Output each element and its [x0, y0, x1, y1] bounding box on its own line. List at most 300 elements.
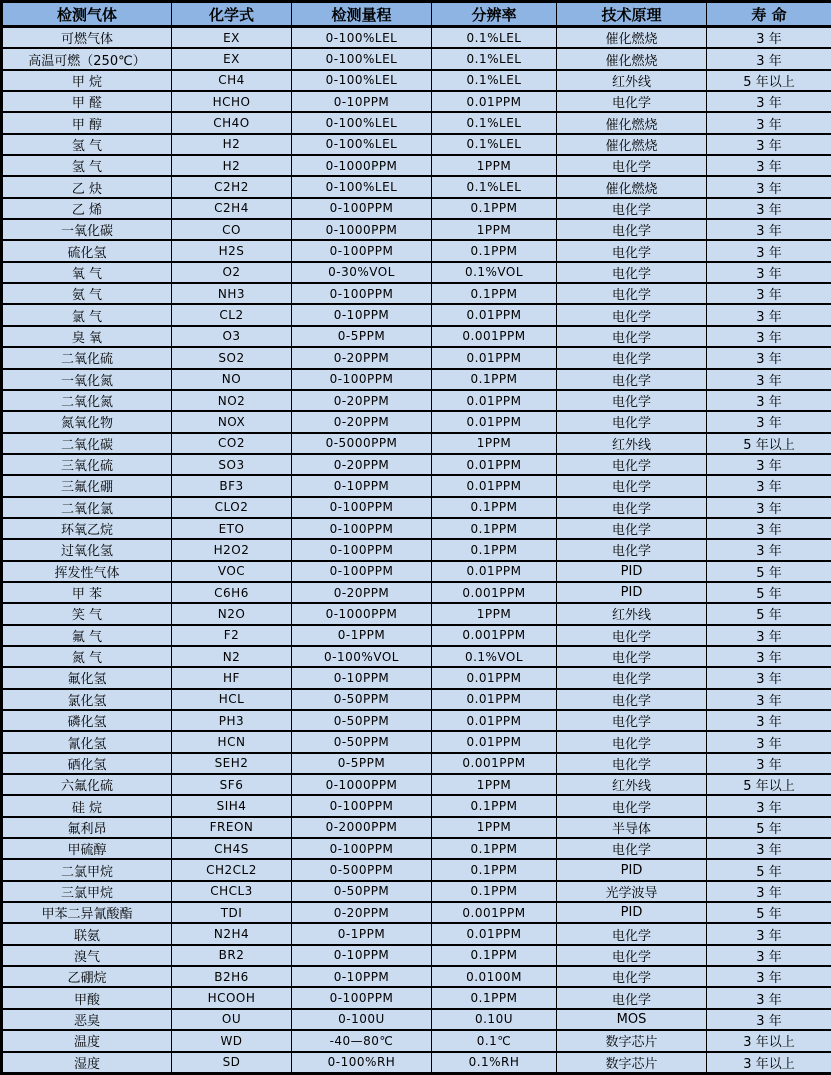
table-row — [2, 902, 831, 923]
lifespan-cell: 3 年 — [707, 454, 831, 475]
formula-cell: N2H4 — [172, 923, 292, 944]
range-cell: 0-10PPM — [292, 475, 432, 496]
range-cell: 0-100PPM — [292, 795, 432, 816]
header-lifespan: 寿 命 — [707, 2, 831, 27]
gas-name-cell: 氟利昂 — [2, 817, 172, 838]
lifespan-cell: 3 年 — [707, 326, 831, 347]
lifespan-cell: 3 年 — [707, 48, 831, 69]
principle-cell: PID — [557, 582, 707, 603]
resolution-cell: 0.01PPM — [432, 689, 557, 710]
table-row — [2, 70, 831, 91]
range-cell: 0-5PPM — [292, 326, 432, 347]
resolution-cell: 0.1PPM — [432, 283, 557, 304]
gas-name-cell: 三氟化硼 — [2, 475, 172, 496]
principle-cell: 电化学 — [557, 497, 707, 518]
lifespan-cell: 3 年 — [707, 475, 831, 496]
resolution-cell: 0.10U — [432, 1009, 557, 1030]
formula-cell: N2O — [172, 603, 292, 624]
gas-name-cell: 湿度 — [2, 1052, 172, 1074]
gas-name-cell: 二氧化硫 — [2, 347, 172, 368]
range-cell: 0-1000PPM — [292, 219, 432, 240]
lifespan-cell: 3 年 — [707, 625, 831, 646]
principle-cell: 电化学 — [557, 966, 707, 987]
formula-cell: NH3 — [172, 283, 292, 304]
table-row — [2, 518, 831, 539]
table-row — [2, 304, 831, 325]
lifespan-cell: 3 年 — [707, 667, 831, 688]
range-cell: 0-100PPM — [292, 283, 432, 304]
range-cell: 0-100U — [292, 1009, 432, 1030]
range-cell: 0-100PPM — [292, 539, 432, 560]
table-row — [2, 283, 831, 304]
header-detection-range: 检测量程 — [292, 2, 432, 27]
principle-cell: 电化学 — [557, 731, 707, 752]
resolution-cell: 0.01PPM — [432, 454, 557, 475]
resolution-cell: 0.001PPM — [432, 902, 557, 923]
range-cell: 0-2000PPM — [292, 817, 432, 838]
principle-cell: 半导体 — [557, 817, 707, 838]
resolution-cell: 0.1%LEL — [432, 27, 557, 49]
table-row — [2, 987, 831, 1008]
gas-name-cell: 硒化氢 — [2, 753, 172, 774]
formula-cell: CH2CL2 — [172, 859, 292, 880]
range-cell: 0-100%LEL — [292, 134, 432, 155]
range-cell: 0-50PPM — [292, 689, 432, 710]
principle-cell: 催化燃烧 — [557, 27, 707, 49]
formula-cell: BR2 — [172, 945, 292, 966]
lifespan-cell: 3 年 — [707, 945, 831, 966]
principle-cell: 电化学 — [557, 390, 707, 411]
formula-cell: WD — [172, 1030, 292, 1051]
formula-cell: SF6 — [172, 774, 292, 795]
principle-cell: 电化学 — [557, 369, 707, 390]
principle-cell: 红外线 — [557, 433, 707, 454]
range-cell: 0-20PPM — [292, 411, 432, 432]
header-resolution: 分辨率 — [432, 2, 557, 27]
principle-cell: PID — [557, 859, 707, 880]
gas-name-cell: 乙 烯 — [2, 198, 172, 219]
resolution-cell: 0.1PPM — [432, 795, 557, 816]
range-cell: 0-100%LEL — [292, 112, 432, 133]
principle-cell: 电化学 — [557, 91, 707, 112]
gas-name-cell: 笑 气 — [2, 603, 172, 624]
lifespan-cell: 3 年 — [707, 646, 831, 667]
range-cell: 0-30%VOL — [292, 262, 432, 283]
resolution-cell: 0.1PPM — [432, 838, 557, 859]
resolution-cell: 0.01PPM — [432, 923, 557, 944]
formula-cell: HCHO — [172, 91, 292, 112]
range-cell: 0-100%LEL — [292, 176, 432, 197]
formula-cell: TDI — [172, 902, 292, 923]
formula-cell: OU — [172, 1009, 292, 1030]
gas-name-cell: 温度 — [2, 1030, 172, 1051]
resolution-cell: 0.1PPM — [432, 945, 557, 966]
table-row — [2, 369, 831, 390]
range-cell: 0-10PPM — [292, 91, 432, 112]
table-row — [2, 859, 831, 880]
resolution-cell: 0.1PPM — [432, 881, 557, 902]
principle-cell: 电化学 — [557, 710, 707, 731]
range-cell: 0-20PPM — [292, 390, 432, 411]
lifespan-cell: 3 年 — [707, 1009, 831, 1030]
formula-cell: O3 — [172, 326, 292, 347]
table-row — [2, 603, 831, 624]
principle-cell: 电化学 — [557, 753, 707, 774]
lifespan-cell: 3 年 — [707, 710, 831, 731]
table-row — [2, 240, 831, 261]
formula-cell: HCL — [172, 689, 292, 710]
range-cell: 0-20PPM — [292, 347, 432, 368]
table-row — [2, 667, 831, 688]
lifespan-cell: 3 年 — [707, 966, 831, 987]
resolution-cell: 0.1℃ — [432, 1030, 557, 1051]
range-cell: 0-100PPM — [292, 561, 432, 582]
table-row — [2, 198, 831, 219]
gas-name-cell: 硅 烷 — [2, 795, 172, 816]
range-cell: 0-100PPM — [292, 838, 432, 859]
formula-cell: SIH4 — [172, 795, 292, 816]
range-cell: 0-10PPM — [292, 945, 432, 966]
lifespan-cell: 5 年 — [707, 817, 831, 838]
gas-name-cell: 氨 气 — [2, 283, 172, 304]
table-row — [2, 262, 831, 283]
lifespan-cell: 3 年 — [707, 838, 831, 859]
gas-name-cell: 高温可燃（250℃） — [2, 48, 172, 69]
lifespan-cell: 5 年 — [707, 902, 831, 923]
formula-cell: NO2 — [172, 390, 292, 411]
range-cell: 0-1000PPM — [292, 603, 432, 624]
table-row — [2, 112, 831, 133]
range-cell: 0-1000PPM — [292, 774, 432, 795]
table-row — [2, 625, 831, 646]
lifespan-cell: 3 年 — [707, 753, 831, 774]
table-row — [2, 561, 831, 582]
table-row — [2, 454, 831, 475]
range-cell: 0-10PPM — [292, 304, 432, 325]
table-row — [2, 753, 831, 774]
lifespan-cell: 3 年 — [707, 27, 831, 49]
table-row — [2, 347, 831, 368]
range-cell: 0-100%LEL — [292, 70, 432, 91]
lifespan-cell: 3 年 — [707, 923, 831, 944]
lifespan-cell: 5 年以上 — [707, 433, 831, 454]
table-row — [2, 48, 831, 69]
range-cell: 0-1PPM — [292, 625, 432, 646]
principle-cell: 电化学 — [557, 155, 707, 176]
lifespan-cell: 3 年以上 — [707, 1052, 831, 1074]
formula-cell: O2 — [172, 262, 292, 283]
resolution-cell: 0.001PPM — [432, 582, 557, 603]
gas-name-cell: 甲 烷 — [2, 70, 172, 91]
formula-cell: N2 — [172, 646, 292, 667]
resolution-cell: 1PPM — [432, 219, 557, 240]
principle-cell: 电化学 — [557, 945, 707, 966]
principle-cell: 电化学 — [557, 326, 707, 347]
principle-cell: 电化学 — [557, 646, 707, 667]
formula-cell: NOX — [172, 411, 292, 432]
resolution-cell: 0.1%VOL — [432, 262, 557, 283]
principle-cell: 电化学 — [557, 304, 707, 325]
resolution-cell: 0.001PPM — [432, 326, 557, 347]
resolution-cell: 0.1%LEL — [432, 112, 557, 133]
formula-cell: H2O2 — [172, 539, 292, 560]
formula-cell: SEH2 — [172, 753, 292, 774]
resolution-cell: 0.01PPM — [432, 304, 557, 325]
table-row — [2, 326, 831, 347]
range-cell: 0-10PPM — [292, 667, 432, 688]
formula-cell: C2H2 — [172, 176, 292, 197]
formula-cell: CH4O — [172, 112, 292, 133]
table-row — [2, 710, 831, 731]
lifespan-cell: 5 年 — [707, 561, 831, 582]
resolution-cell: 1PPM — [432, 433, 557, 454]
lifespan-cell: 3 年 — [707, 689, 831, 710]
lifespan-cell: 3 年 — [707, 497, 831, 518]
range-cell: 0-1000PPM — [292, 155, 432, 176]
range-cell: 0-100PPM — [292, 518, 432, 539]
formula-cell: C6H6 — [172, 582, 292, 603]
resolution-cell: 0.1PPM — [432, 369, 557, 390]
gas-name-cell: 可燃气体 — [2, 27, 172, 49]
table-row — [2, 1009, 831, 1030]
header-gas-name: 检测气体 — [2, 2, 172, 27]
gas-name-cell: 臭 氧 — [2, 326, 172, 347]
lifespan-cell: 3 年 — [707, 987, 831, 1008]
gas-name-cell: 氯 气 — [2, 304, 172, 325]
gas-name-cell: 氮 气 — [2, 646, 172, 667]
formula-cell: CH4S — [172, 838, 292, 859]
formula-cell: CO — [172, 219, 292, 240]
principle-cell: 红外线 — [557, 774, 707, 795]
table-header — [2, 2, 831, 27]
table-body — [2, 27, 831, 1074]
table-row — [2, 966, 831, 987]
table-row — [2, 27, 831, 49]
principle-cell: 电化学 — [557, 411, 707, 432]
range-cell: 0-10PPM — [292, 966, 432, 987]
lifespan-cell: 3 年 — [707, 91, 831, 112]
principle-cell: 电化学 — [557, 625, 707, 646]
range-cell: 0-100PPM — [292, 369, 432, 390]
formula-cell: BF3 — [172, 475, 292, 496]
resolution-cell: 0.1%RH — [432, 1052, 557, 1074]
table-row — [2, 1052, 831, 1074]
resolution-cell: 0.1%LEL — [432, 176, 557, 197]
gas-name-cell: 氢 气 — [2, 134, 172, 155]
table-row — [2, 433, 831, 454]
lifespan-cell: 5 年 — [707, 582, 831, 603]
gas-name-cell: 硫化氢 — [2, 240, 172, 261]
principle-cell: 电化学 — [557, 795, 707, 816]
table-row — [2, 475, 831, 496]
table-row — [2, 539, 831, 560]
lifespan-cell: 3 年 — [707, 539, 831, 560]
formula-cell: H2S — [172, 240, 292, 261]
gas-name-cell: 甲 醇 — [2, 112, 172, 133]
table-row — [2, 817, 831, 838]
resolution-cell: 0.001PPM — [432, 753, 557, 774]
gas-name-cell: 溴气 — [2, 945, 172, 966]
lifespan-cell: 3 年以上 — [707, 1030, 831, 1051]
principle-cell: MOS — [557, 1009, 707, 1030]
formula-cell: H2 — [172, 155, 292, 176]
principle-cell: 催化燃烧 — [557, 112, 707, 133]
gas-name-cell: 甲 醛 — [2, 91, 172, 112]
table-row — [2, 582, 831, 603]
table-row — [2, 689, 831, 710]
gas-name-cell: 环氧乙烷 — [2, 518, 172, 539]
gas-name-cell: 氧 气 — [2, 262, 172, 283]
table-row — [2, 390, 831, 411]
formula-cell: HCOOH — [172, 987, 292, 1008]
formula-cell: NO — [172, 369, 292, 390]
gas-name-cell: 甲硫醇 — [2, 838, 172, 859]
gas-name-cell: 氯化氢 — [2, 689, 172, 710]
formula-cell: FREON — [172, 817, 292, 838]
table-row — [2, 134, 831, 155]
table-row — [2, 795, 831, 816]
formula-cell: SO2 — [172, 347, 292, 368]
table-row — [2, 411, 831, 432]
principle-cell: 红外线 — [557, 70, 707, 91]
formula-cell: SO3 — [172, 454, 292, 475]
formula-cell: ETO — [172, 518, 292, 539]
lifespan-cell: 3 年 — [707, 731, 831, 752]
range-cell: 0-5PPM — [292, 753, 432, 774]
range-cell: 0-100%VOL — [292, 646, 432, 667]
table-row — [2, 155, 831, 176]
lifespan-cell: 5 年以上 — [707, 774, 831, 795]
lifespan-cell: 5 年 — [707, 859, 831, 880]
table-row — [2, 1030, 831, 1051]
lifespan-cell: 3 年 — [707, 155, 831, 176]
resolution-cell: 0.01PPM — [432, 475, 557, 496]
formula-cell: HCN — [172, 731, 292, 752]
principle-cell: 电化学 — [557, 689, 707, 710]
gas-name-cell: 二氧化碳 — [2, 433, 172, 454]
table-row — [2, 838, 831, 859]
range-cell: 0-5000PPM — [292, 433, 432, 454]
resolution-cell: 0.1%LEL — [432, 48, 557, 69]
range-cell: 0-500PPM — [292, 859, 432, 880]
resolution-cell: 0.01PPM — [432, 667, 557, 688]
formula-cell: SD — [172, 1052, 292, 1074]
lifespan-cell: 3 年 — [707, 198, 831, 219]
gas-name-cell: 甲苯二异氰酸酯 — [2, 902, 172, 923]
range-cell: -40—80℃ — [292, 1030, 432, 1051]
gas-name-cell: 乙 炔 — [2, 176, 172, 197]
formula-cell: HF — [172, 667, 292, 688]
range-cell: 0-100PPM — [292, 198, 432, 219]
principle-cell: 电化学 — [557, 454, 707, 475]
lifespan-cell: 5 年 — [707, 603, 831, 624]
principle-cell: 催化燃烧 — [557, 176, 707, 197]
formula-cell: EX — [172, 48, 292, 69]
lifespan-cell: 3 年 — [707, 219, 831, 240]
range-cell: 0-100%LEL — [292, 48, 432, 69]
gas-name-cell: 六氟化硫 — [2, 774, 172, 795]
resolution-cell: 0.01PPM — [432, 347, 557, 368]
principle-cell: 催化燃烧 — [557, 134, 707, 155]
gas-name-cell: 氟化氢 — [2, 667, 172, 688]
principle-cell: 电化学 — [557, 283, 707, 304]
header-chemical-formula: 化学式 — [172, 2, 292, 27]
gas-name-cell: 氰化氢 — [2, 731, 172, 752]
table-row — [2, 774, 831, 795]
resolution-cell: 0.01PPM — [432, 91, 557, 112]
range-cell: 0-20PPM — [292, 902, 432, 923]
resolution-cell: 0.0100M — [432, 966, 557, 987]
principle-cell: 数字芯片 — [557, 1052, 707, 1074]
principle-cell: 电化学 — [557, 198, 707, 219]
resolution-cell: 0.1PPM — [432, 987, 557, 1008]
principle-cell: 电化学 — [557, 987, 707, 1008]
resolution-cell: 0.1%LEL — [432, 70, 557, 91]
principle-cell: 光学波导 — [557, 881, 707, 902]
gas-name-cell: 氟 气 — [2, 625, 172, 646]
resolution-cell: 0.1%VOL — [432, 646, 557, 667]
formula-cell: CLO2 — [172, 497, 292, 518]
lifespan-cell: 3 年 — [707, 795, 831, 816]
resolution-cell: 1PPM — [432, 817, 557, 838]
range-cell: 0-50PPM — [292, 731, 432, 752]
gas-name-cell: 磷化氢 — [2, 710, 172, 731]
formula-cell: F2 — [172, 625, 292, 646]
principle-cell: 红外线 — [557, 603, 707, 624]
header-technical-principle: 技术原理 — [557, 2, 707, 27]
lifespan-cell: 3 年 — [707, 518, 831, 539]
resolution-cell: 0.1PPM — [432, 240, 557, 261]
formula-cell: EX — [172, 27, 292, 49]
lifespan-cell: 3 年 — [707, 283, 831, 304]
formula-cell: CH4 — [172, 70, 292, 91]
table-row — [2, 881, 831, 902]
gas-name-cell: 挥发性气体 — [2, 561, 172, 582]
resolution-cell: 0.01PPM — [432, 411, 557, 432]
formula-cell: B2H6 — [172, 966, 292, 987]
gas-name-cell: 二氯甲烷 — [2, 859, 172, 880]
gas-name-cell: 氢 气 — [2, 155, 172, 176]
table-row — [2, 91, 831, 112]
formula-cell: CL2 — [172, 304, 292, 325]
range-cell: 0-1PPM — [292, 923, 432, 944]
principle-cell: PID — [557, 561, 707, 582]
principle-cell: 电化学 — [557, 923, 707, 944]
resolution-cell: 0.01PPM — [432, 731, 557, 752]
gas-name-cell: 二氧化氯 — [2, 497, 172, 518]
principle-cell: 电化学 — [557, 838, 707, 859]
formula-cell: H2 — [172, 134, 292, 155]
gas-name-cell: 恶臭 — [2, 1009, 172, 1030]
table-row — [2, 731, 831, 752]
principle-cell: 电化学 — [557, 262, 707, 283]
principle-cell: PID — [557, 902, 707, 923]
lifespan-cell: 3 年 — [707, 240, 831, 261]
lifespan-cell: 3 年 — [707, 411, 831, 432]
principle-cell: 电化学 — [557, 240, 707, 261]
range-cell: 0-20PPM — [292, 454, 432, 475]
range-cell: 0-100PPM — [292, 987, 432, 1008]
resolution-cell: 0.1PPM — [432, 859, 557, 880]
resolution-cell: 0.1PPM — [432, 198, 557, 219]
gas-name-cell: 联氨 — [2, 923, 172, 944]
principle-cell: 电化学 — [557, 518, 707, 539]
lifespan-cell: 3 年 — [707, 304, 831, 325]
lifespan-cell: 3 年 — [707, 369, 831, 390]
gas-name-cell: 甲酸 — [2, 987, 172, 1008]
gas-name-cell: 三氯甲烷 — [2, 881, 172, 902]
table-row — [2, 923, 831, 944]
